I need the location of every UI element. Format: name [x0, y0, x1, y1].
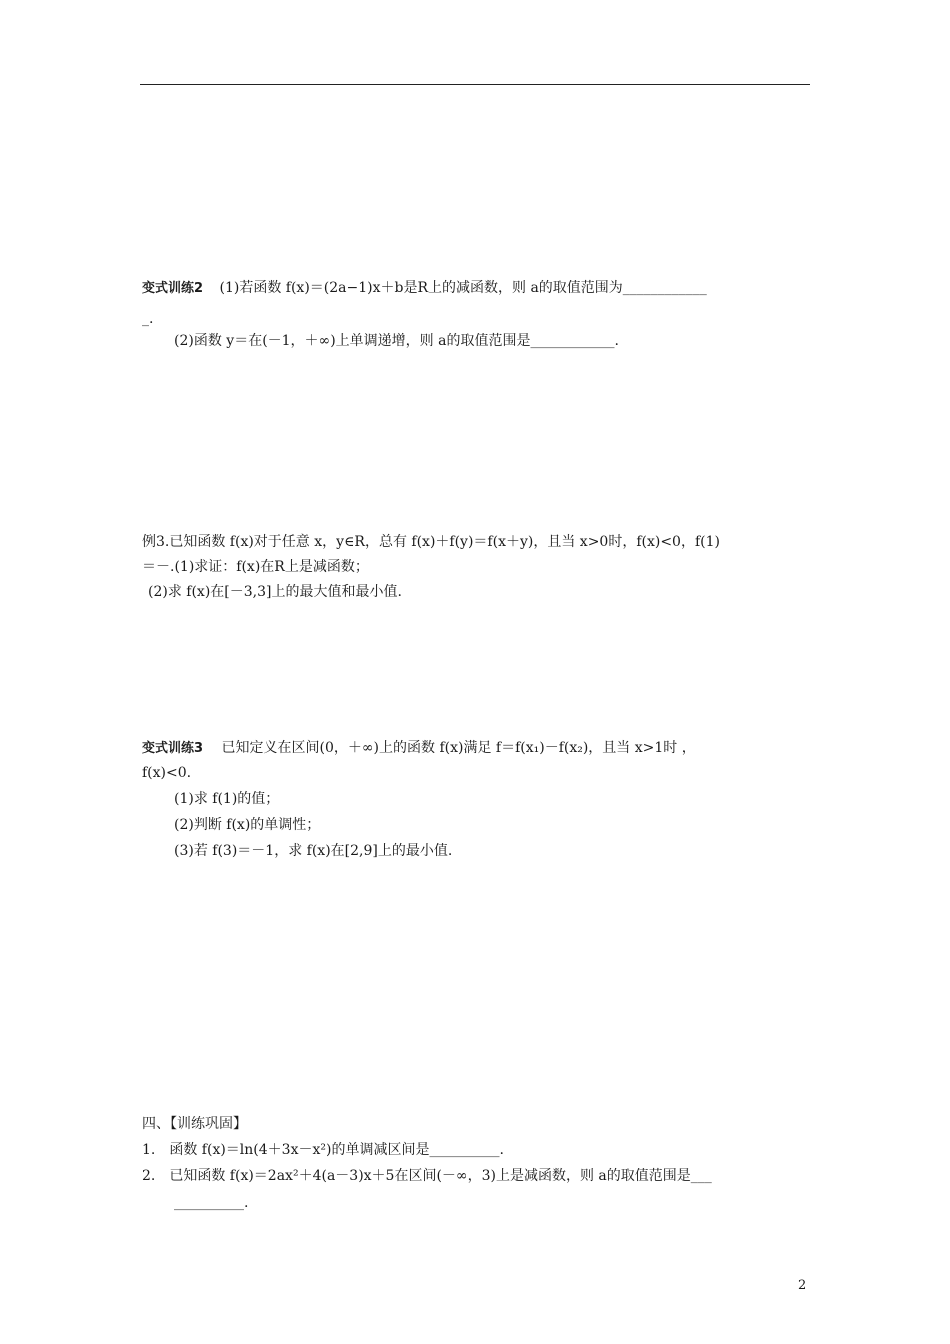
variant-2-question-1: (1)若函数 f(x)＝(2a−1)x＋b是R上的减函数，则 a的取值范围为____________: [219, 280, 707, 296]
variant-3-label: 变式训练3: [142, 741, 204, 756]
variant-3-line-2: f(x)<0.: [142, 765, 192, 781]
example-3-line-3: (2)求 f(x)在[－3,3]上的最大值和最小值.: [148, 584, 402, 600]
page-number: 2: [798, 1278, 807, 1293]
variant-3-line-1: [142, 738, 696, 759]
variant-3-question-2: (2)判断 f(x)的单调性；: [174, 817, 321, 833]
variant-2-question-2: (2)函数 y＝在(－1，＋∞)上单调递增，则 a的取值范围是____________.: [174, 333, 619, 349]
section-4-item-2: 2. 已知函数 f(x)＝2ax²＋4(a－3)x＋5在区间(－∞，3)上是减函数，则 a的取值范围是___: [142, 1168, 712, 1184]
variant-2-line-1: [142, 278, 707, 299]
variant-3-question-3: (3)若 f(3)＝－1，求 f(x)在[2,9]上的最小值.: [174, 843, 453, 859]
section-4-item-2-continuation: __________.: [174, 1195, 249, 1211]
example-3-line-2: ＝－.(1)求证：f(x)在R上是减函数；: [142, 559, 369, 575]
variant-2-question-1-continuation: _.: [142, 311, 154, 327]
variant-2-label: 变式训练2: [142, 281, 204, 296]
example-3-line-1: 例3.已知函数 f(x)对于任意 x，y∈R，总有 f(x)＋f(y)＝f(x＋y)，且当 x>0时，f(x)<0，f(1): [142, 534, 720, 550]
section-4-item-1: 1. 函数 f(x)＝ln(4＋3x－x²)的单调减区间是__________.: [142, 1142, 504, 1158]
variant-3-statement: 已知定义在区间(0，＋∞)上的函数 f(x)满足 f＝f(x₁)－f(x₂)，且当 x>1时 ，: [221, 740, 696, 756]
section-4-heading: 四、【训练巩固】: [142, 1116, 247, 1132]
variant-3-question-1: (1)求 f(1)的值；: [174, 791, 280, 807]
header-rule: [140, 84, 810, 85]
